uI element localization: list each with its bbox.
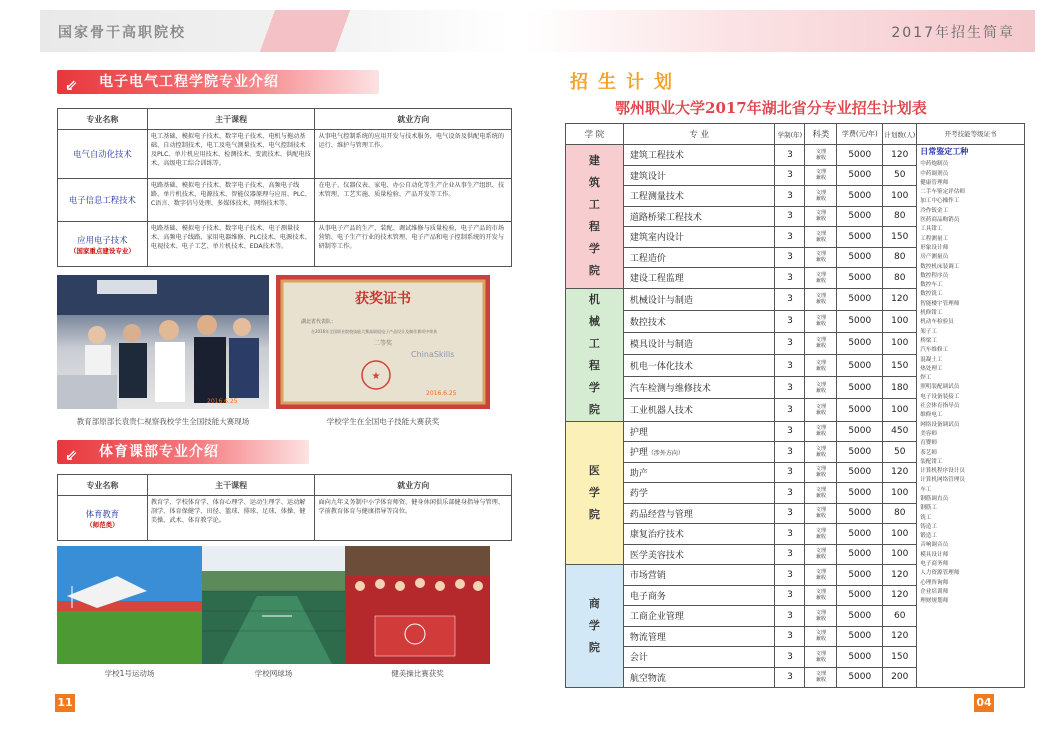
cert-item: 数控程序员 bbox=[920, 272, 949, 279]
table-row bbox=[58, 179, 512, 222]
fee-cell: 5000 bbox=[837, 606, 883, 627]
years-cell: 3 bbox=[775, 310, 805, 332]
plan-cell: 100 bbox=[883, 544, 917, 565]
plan-cell: 100 bbox=[883, 332, 917, 354]
type-cell: 文理 兼收 bbox=[805, 462, 837, 483]
plan-cell: 120 bbox=[883, 585, 917, 606]
col-header-cert: 开考技能等级证书 bbox=[917, 124, 1025, 145]
cert-item: 网络设备调试员 bbox=[920, 421, 960, 428]
header-stripe bbox=[250, 10, 360, 52]
college-char: 程 bbox=[588, 358, 600, 372]
major-name: 建筑工程技术 bbox=[623, 145, 775, 166]
table-row bbox=[58, 222, 512, 267]
svg-text:ChinaSkills: ChinaSkills bbox=[411, 350, 455, 359]
college-char: 工 bbox=[588, 336, 600, 350]
aerobics-photo bbox=[345, 546, 490, 664]
plan-cell: 100 bbox=[883, 399, 917, 421]
years-cell: 3 bbox=[775, 565, 805, 586]
cert-item: 形象设计师 bbox=[920, 244, 949, 251]
cert-item: 锻造工 bbox=[920, 533, 937, 540]
plan-cell: 150 bbox=[883, 647, 917, 668]
major-jobs: 在电子、仪器仪表、家电、办公自动化等生产企业从事生产组织、技术管理、工艺实施、质量检验、产品开发等工作。 bbox=[315, 179, 512, 222]
years-cell: 3 bbox=[775, 524, 805, 545]
years-cell: 3 bbox=[775, 667, 805, 688]
cert-item: 中药炮制员 bbox=[920, 161, 949, 168]
cert-item: 智能楼宇管理师 bbox=[920, 300, 960, 307]
cert-item: 健康管理师 bbox=[920, 179, 949, 186]
major-courses: 电路基础、模拟电子技术、数字电子技术、电子测量技术、高频电子线路、家用电器维修、PLC技术、电源技术、电视技术、电子工艺、单片机技术、EDA技术等。 bbox=[147, 222, 315, 267]
major-name: 应用电子技术 （国家重点建设专业） bbox=[58, 222, 148, 267]
plan-cell: 100 bbox=[883, 310, 917, 332]
cert-item: 钢筋工 bbox=[920, 505, 937, 512]
svg-text:2016.6.25: 2016.6.25 bbox=[426, 390, 457, 397]
svg-text:在2016年全国职业院校技能大赛高职组电子产品设计及制作赛项: 在2016年全国职业院校技能大赛高职组电子产品设计及制作赛项中荣获 bbox=[311, 329, 438, 334]
plan-cell: 60 bbox=[883, 606, 917, 627]
major-name: 物流管理 bbox=[623, 626, 775, 647]
years-cell: 3 bbox=[775, 399, 805, 421]
plan-cell: 100 bbox=[883, 524, 917, 545]
col-header-fee: 学费(元/年) bbox=[837, 124, 883, 145]
cert-item: 焊工 bbox=[920, 375, 932, 382]
plan-cell: 180 bbox=[883, 377, 917, 399]
plan-cell: 80 bbox=[883, 206, 917, 227]
fee-cell: 5000 bbox=[837, 524, 883, 545]
type-cell: 文理 兼收 bbox=[805, 377, 837, 399]
major-jobs: 面向九年义务制中小学体育师资、健身休闲俱乐部健身指导与管理、学前教育体育与健康指导等岗位。 bbox=[315, 496, 512, 541]
cert-item: 数控机床装调工 bbox=[920, 263, 960, 270]
years-cell: 3 bbox=[775, 647, 805, 668]
cert-item: 计算机程序设计员 bbox=[920, 468, 965, 475]
years-cell: 3 bbox=[775, 421, 805, 442]
cert-item: 装配钳工 bbox=[920, 458, 943, 465]
major-name: 药品经营与管理 bbox=[623, 503, 775, 524]
col-header: 主干课程 bbox=[147, 475, 315, 496]
cert-item: 茶艺师 bbox=[920, 449, 937, 456]
plan-cell: 80 bbox=[883, 503, 917, 524]
sports-majors-table bbox=[57, 474, 512, 541]
svg-text:二等奖: 二等奖 bbox=[373, 340, 393, 347]
table-row bbox=[566, 145, 1025, 166]
svg-text:★: ★ bbox=[371, 371, 381, 382]
cert-item: 心理咨询师 bbox=[920, 579, 949, 586]
cert-item: 铸造工 bbox=[920, 523, 937, 530]
type-cell: 文理 兼收 bbox=[805, 288, 837, 310]
college-char: 学 bbox=[588, 380, 600, 394]
right-page bbox=[525, 0, 1050, 744]
plan-cell: 120 bbox=[883, 462, 917, 483]
major-name: 工程测量技术 bbox=[623, 186, 775, 207]
electrical-majors-table bbox=[57, 108, 512, 267]
major-name: 护理（涉外方向） bbox=[623, 442, 775, 463]
page-number: 04 bbox=[974, 694, 994, 712]
table-header-row bbox=[566, 124, 1025, 145]
type-cell: 文理 兼收 bbox=[805, 626, 837, 647]
college-cell bbox=[566, 421, 624, 565]
cert-item: 机修钳工 bbox=[920, 310, 943, 317]
cert-item: 美容师 bbox=[920, 430, 937, 437]
years-cell: 3 bbox=[775, 503, 805, 524]
cert-item: 计算机网络管理员 bbox=[920, 477, 965, 484]
type-cell: 文理 兼收 bbox=[805, 483, 837, 504]
type-cell: 文理 兼收 bbox=[805, 647, 837, 668]
major-courses: 电路基础、模拟电子技术、数字电子技术、高频电子线路、单片机技术、电源技术、智能仪器原理与应用、PLC、C语言、数字信号处理、多媒体技术、网络技术等。 bbox=[147, 179, 315, 222]
fee-cell: 5000 bbox=[837, 354, 883, 376]
arrow-icon: ⇙ bbox=[65, 446, 79, 464]
fee-cell: 5000 bbox=[837, 332, 883, 354]
svg-text:获奖证书: 获奖证书 bbox=[355, 291, 411, 307]
years-cell: 3 bbox=[775, 544, 805, 565]
cert-item: 模具设计师 bbox=[920, 551, 949, 558]
cert-item: 钢筋调直员 bbox=[920, 495, 949, 502]
plan-cell: 120 bbox=[883, 288, 917, 310]
cert-item: 架子工 bbox=[920, 328, 937, 335]
major-name: 康复治疗技术 bbox=[623, 524, 775, 545]
college-char: 学 bbox=[588, 242, 600, 256]
major-courses: 电工基础、模拟电子技术、数字电子技术、电机与拖动基础、自动控制技术、电工及电气测量技术、电气控制技术及PLC、单片机应用技术、检测技术、变流技术、供配电技术、高级电工综合训练等。 bbox=[147, 130, 315, 179]
cert-item: 车工 bbox=[920, 486, 932, 493]
type-cell: 文理 兼收 bbox=[805, 421, 837, 442]
college-char: 商 bbox=[588, 597, 600, 610]
cert-item: 数控铣工 bbox=[920, 291, 943, 298]
cert-item: 工具钳工 bbox=[920, 226, 943, 233]
type-cell: 文理 兼收 bbox=[805, 503, 837, 524]
fee-cell: 5000 bbox=[837, 268, 883, 289]
cert-item: 混凝土工 bbox=[920, 356, 943, 363]
sports-field-photo bbox=[57, 546, 202, 664]
type-cell: 文理 兼收 bbox=[805, 606, 837, 627]
college-cell bbox=[566, 565, 624, 688]
col-header: 专业名称 bbox=[58, 475, 148, 496]
major-name: 电子信息工程技术 bbox=[58, 179, 148, 222]
col-header: 就业方向 bbox=[315, 475, 512, 496]
major-name: 道路桥梁工程技术 bbox=[623, 206, 775, 227]
plan-cell: 50 bbox=[883, 165, 917, 186]
major-name: 数控技术 bbox=[623, 310, 775, 332]
years-cell: 3 bbox=[775, 626, 805, 647]
type-cell: 文理 兼收 bbox=[805, 565, 837, 586]
page-number: 11 bbox=[55, 694, 75, 712]
cert-heading: 日常鉴定工种 bbox=[920, 147, 969, 156]
cert-item: 育婴师 bbox=[920, 440, 937, 447]
cert-item: 热处理工 bbox=[920, 365, 943, 372]
years-cell: 3 bbox=[775, 462, 805, 483]
major-name: 药学 bbox=[623, 483, 775, 504]
fee-cell: 5000 bbox=[837, 377, 883, 399]
table-row bbox=[58, 496, 512, 541]
plan-cell: 120 bbox=[883, 145, 917, 166]
enrollment-plan-table bbox=[565, 123, 1025, 688]
cert-item: 电子商务师 bbox=[920, 561, 949, 568]
table-row bbox=[58, 130, 512, 179]
college-cell bbox=[566, 145, 624, 289]
college-char: 程 bbox=[588, 220, 600, 234]
section-title-text: 电子电气工程学院专业介绍 bbox=[99, 74, 279, 90]
cert-item: 数控车工 bbox=[920, 282, 943, 289]
college-char: 筑 bbox=[588, 176, 600, 190]
college-char: 械 bbox=[588, 314, 600, 328]
type-cell: 文理 兼收 bbox=[805, 310, 837, 332]
fee-cell: 5000 bbox=[837, 647, 883, 668]
major-name: 工业机器人技术 bbox=[623, 399, 775, 421]
type-cell: 文理 兼收 bbox=[805, 247, 837, 268]
certificate-image bbox=[276, 275, 490, 409]
type-cell: 文理 兼收 bbox=[805, 442, 837, 463]
major-name: 助产 bbox=[623, 462, 775, 483]
right-header-text: 2017年招生简章 bbox=[891, 25, 1015, 41]
plan-cell: 450 bbox=[883, 421, 917, 442]
svg-text:湖北省代表队：: 湖北省代表队： bbox=[301, 319, 337, 325]
fee-cell: 5000 bbox=[837, 206, 883, 227]
college-char: 院 bbox=[588, 641, 600, 654]
cert-item: 汽车维修工 bbox=[920, 347, 949, 354]
cert-item: 社会体育指导员 bbox=[920, 403, 960, 410]
major-name: 模具设计与制造 bbox=[623, 332, 775, 354]
major-name: 护理 bbox=[623, 421, 775, 442]
major-name: 航空物流 bbox=[623, 667, 775, 688]
years-cell: 3 bbox=[775, 268, 805, 289]
major-name: 机械设计与制造 bbox=[623, 288, 775, 310]
cert-item: 照明装配调试员 bbox=[920, 384, 960, 391]
section-title-text: 体育课部专业介绍 bbox=[99, 444, 219, 460]
cert-item: 维修电工 bbox=[920, 412, 943, 419]
college-char: 建 bbox=[588, 154, 600, 168]
plan-title: 招生计划 bbox=[570, 72, 682, 93]
years-cell: 3 bbox=[775, 186, 805, 207]
years-cell: 3 bbox=[775, 165, 805, 186]
fee-cell: 5000 bbox=[837, 145, 883, 166]
fee-cell: 5000 bbox=[837, 483, 883, 504]
major-jobs: 从事电气控制系统的应用开发与技术服务，电气设备及供配电系统的运行、维护与管理工作。 bbox=[315, 130, 512, 179]
years-cell: 3 bbox=[775, 442, 805, 463]
college-char: 院 bbox=[588, 402, 600, 416]
cert-item: 机动车检验员 bbox=[920, 319, 954, 326]
plan-table-title: 鄂州职业大学2017年湖北省分专业招生计划表 bbox=[615, 99, 927, 117]
type-cell: 文理 兼收 bbox=[805, 206, 837, 227]
plan-cell: 50 bbox=[883, 442, 917, 463]
photo-caption: 健美操比赛获奖 bbox=[391, 669, 444, 678]
major-courses: 教育学、学校体育学、体育心理学、运动生理学、运动解剖学、体育保健学、田径、篮球、排球、足球、体操、健美操、武术、体育教学论。 bbox=[147, 496, 315, 541]
major-name: 汽车检测与维修技术 bbox=[623, 377, 775, 399]
major-name: 市场营销 bbox=[623, 565, 775, 586]
fee-cell: 5000 bbox=[837, 165, 883, 186]
fee-cell: 5000 bbox=[837, 421, 883, 442]
major-name: 机电一体化技术 bbox=[623, 354, 775, 376]
years-cell: 3 bbox=[775, 247, 805, 268]
svg-text:2016.6.25: 2016.6.25 bbox=[207, 398, 238, 405]
major-name: 电子商务 bbox=[623, 585, 775, 606]
plan-cell: 100 bbox=[883, 186, 917, 207]
years-cell: 3 bbox=[775, 332, 805, 354]
fee-cell: 5000 bbox=[837, 585, 883, 606]
plan-cell: 100 bbox=[883, 483, 917, 504]
cert-item: 电子设备装接工 bbox=[920, 393, 960, 400]
years-cell: 3 bbox=[775, 145, 805, 166]
cert-item: 二手车鉴定评估师 bbox=[920, 189, 965, 196]
major-name: 工商企业管理 bbox=[623, 606, 775, 627]
type-cell: 文理 兼收 bbox=[805, 227, 837, 248]
college-cell bbox=[566, 288, 624, 421]
fee-cell: 5000 bbox=[837, 247, 883, 268]
fee-cell: 5000 bbox=[837, 462, 883, 483]
fee-cell: 5000 bbox=[837, 442, 883, 463]
cert-item: 医药商品购销员 bbox=[920, 217, 960, 224]
event-photo bbox=[57, 275, 269, 409]
type-cell: 文理 兼收 bbox=[805, 145, 837, 166]
cert-item: 加工中心操作工 bbox=[920, 198, 960, 205]
years-cell: 3 bbox=[775, 354, 805, 376]
section-title-sports bbox=[57, 440, 309, 464]
years-cell: 3 bbox=[775, 206, 805, 227]
fee-cell: 5000 bbox=[837, 667, 883, 688]
major-name: 会计 bbox=[623, 647, 775, 668]
type-cell: 文理 兼收 bbox=[805, 585, 837, 606]
college-char: 工 bbox=[588, 198, 600, 212]
photo-caption: 学校学生在全国电子技能大赛获奖 bbox=[326, 417, 440, 426]
college-char: 机 bbox=[588, 292, 600, 306]
cert-item: 房产测量员 bbox=[920, 254, 949, 261]
plan-cell: 120 bbox=[883, 626, 917, 647]
years-cell: 3 bbox=[775, 227, 805, 248]
tennis-court-image bbox=[202, 546, 345, 664]
type-cell: 文理 兼收 bbox=[805, 165, 837, 186]
type-cell: 文理 兼收 bbox=[805, 332, 837, 354]
left-header-text: 国家骨干高职院校 bbox=[58, 25, 186, 41]
plan-cell: 150 bbox=[883, 227, 917, 248]
years-cell: 3 bbox=[775, 585, 805, 606]
plan-cell: 120 bbox=[883, 565, 917, 586]
aerobics-image bbox=[345, 546, 490, 664]
years-cell: 3 bbox=[775, 606, 805, 627]
cert-item: 铣工 bbox=[920, 514, 932, 521]
college-char: 学 bbox=[588, 485, 600, 499]
cert-item: 工程测量工 bbox=[920, 235, 949, 242]
plan-cell: 200 bbox=[883, 667, 917, 688]
fee-cell: 5000 bbox=[837, 544, 883, 565]
major-name: 工程造价 bbox=[623, 247, 775, 268]
college-char: 学 bbox=[588, 619, 600, 632]
col-header-major: 专 业 bbox=[623, 124, 775, 145]
major-jobs: 从事电子产品的生产、装配、调试维修与质量检验，电子产品的市场营销、电子生产行业的技术管理、电子产品和电子控制系统的开发与研制等工作。 bbox=[315, 222, 512, 267]
major-name: 电气自动化技术 bbox=[58, 130, 148, 179]
cert-item: 中药调剂员 bbox=[920, 170, 949, 177]
photo-caption: 教育部原部长袁贵仁视察我校学生全国技能大赛现场 bbox=[76, 417, 250, 426]
event-photo-image bbox=[57, 275, 269, 409]
section-title-electrical bbox=[57, 70, 379, 94]
plan-cell: 80 bbox=[883, 247, 917, 268]
type-cell: 文理 兼收 bbox=[805, 524, 837, 545]
cert-item: 人力资源管理师 bbox=[920, 570, 960, 577]
years-cell: 3 bbox=[775, 377, 805, 399]
cert-item: 音响调音员 bbox=[920, 542, 949, 549]
type-cell: 文理 兼收 bbox=[805, 544, 837, 565]
col-header-college: 学 院 bbox=[566, 124, 624, 145]
fee-cell: 5000 bbox=[837, 399, 883, 421]
major-name: 建筑室内设计 bbox=[623, 227, 775, 248]
major-name: 体育教育 （师范类） bbox=[58, 496, 148, 541]
photo-caption: 学校网球场 bbox=[254, 669, 293, 678]
fee-cell: 5000 bbox=[837, 227, 883, 248]
college-char: 医 bbox=[588, 463, 600, 477]
col-header: 主干课程 bbox=[147, 109, 315, 130]
cert-item: 桥梁工 bbox=[920, 337, 937, 344]
sports-field-image bbox=[57, 546, 202, 664]
plan-cell: 80 bbox=[883, 268, 917, 289]
photo-caption: 学校1号运动场 bbox=[104, 669, 155, 678]
major-name: 医学美容技术 bbox=[623, 544, 775, 565]
plan-cell: 150 bbox=[883, 354, 917, 376]
type-cell: 文理 兼收 bbox=[805, 399, 837, 421]
col-header: 专业名称 bbox=[58, 109, 148, 130]
col-header-type: 科类 bbox=[805, 124, 837, 145]
cert-item: 理财规划师 bbox=[920, 598, 949, 605]
fee-cell: 5000 bbox=[837, 503, 883, 524]
fee-cell: 5000 bbox=[837, 186, 883, 207]
type-cell: 文理 兼收 bbox=[805, 354, 837, 376]
cert-item: 企业培训师 bbox=[920, 588, 949, 595]
certificate-photo bbox=[276, 275, 490, 409]
type-cell: 文理 兼收 bbox=[805, 667, 837, 688]
cert-list-cell bbox=[917, 145, 1025, 688]
major-name: 建设工程监理 bbox=[623, 268, 775, 289]
tennis-court-photo bbox=[202, 546, 345, 664]
college-char: 院 bbox=[588, 507, 600, 521]
col-header-plan: 计划数(人) bbox=[883, 124, 917, 145]
type-cell: 文理 兼收 bbox=[805, 186, 837, 207]
fee-cell: 5000 bbox=[837, 288, 883, 310]
years-cell: 3 bbox=[775, 288, 805, 310]
fee-cell: 5000 bbox=[837, 310, 883, 332]
college-char: 院 bbox=[588, 264, 600, 278]
arrow-icon: ⇙ bbox=[65, 76, 79, 94]
col-header-years: 学制(年) bbox=[775, 124, 805, 145]
cert-item: 冷作钣金工 bbox=[920, 207, 949, 214]
fee-cell: 5000 bbox=[837, 565, 883, 586]
type-cell: 文理 兼收 bbox=[805, 268, 837, 289]
years-cell: 3 bbox=[775, 483, 805, 504]
major-name: 建筑设计 bbox=[623, 165, 775, 186]
fee-cell: 5000 bbox=[837, 626, 883, 647]
col-header: 就业方向 bbox=[315, 109, 512, 130]
